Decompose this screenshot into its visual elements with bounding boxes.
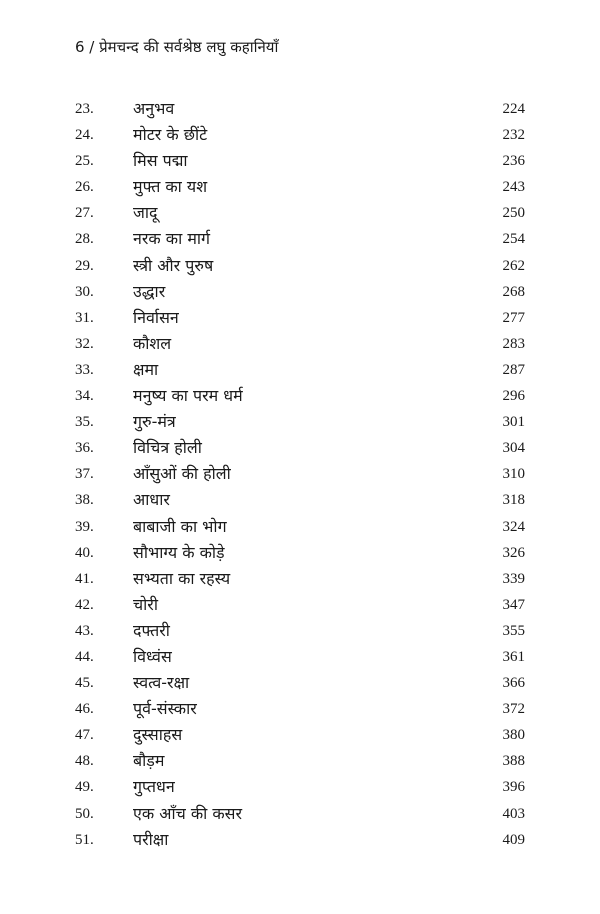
toc-page: 262 — [502, 257, 525, 274]
toc-page: 250 — [502, 205, 525, 222]
toc-number: 38. — [75, 492, 94, 509]
toc-page: 366 — [502, 675, 525, 692]
toc-title: मुफ्त का यश — [133, 177, 208, 197]
toc-page: 310 — [502, 466, 525, 483]
toc-row — [0, 566, 600, 592]
toc-number: 32. — [75, 335, 94, 352]
toc-row — [0, 122, 600, 148]
toc-page: 296 — [502, 388, 525, 405]
toc-page: 236 — [502, 153, 525, 170]
toc-page: 283 — [502, 335, 525, 352]
toc-title: अनुभव — [133, 99, 175, 118]
toc-number: 51. — [75, 831, 94, 848]
toc-title: दुस्साहस — [133, 725, 183, 745]
toc-page: 396 — [502, 779, 525, 796]
toc-page: 301 — [502, 414, 525, 431]
toc-row — [0, 96, 600, 122]
toc-title: मनुष्य का परम धर्म — [133, 386, 243, 406]
toc-number: 24. — [75, 127, 94, 144]
toc-title: नरक का मार्ग — [133, 229, 211, 249]
toc-title: बौड़म — [133, 751, 165, 771]
toc-number: 23. — [75, 101, 94, 117]
toc-title: जादू — [133, 203, 158, 223]
toc-title: आधार — [133, 490, 170, 510]
toc-page: 287 — [502, 361, 525, 378]
toc-row — [0, 383, 600, 409]
toc-number: 41. — [75, 570, 94, 587]
toc-title: गुरु-मंत्र — [133, 412, 176, 432]
toc-page: 324 — [502, 518, 525, 535]
toc-title: कौशल — [133, 333, 172, 353]
toc-title: सौभाग्य के कोड़े — [133, 542, 225, 562]
toc-row — [0, 487, 600, 513]
toc-row — [0, 514, 600, 540]
toc-row — [0, 722, 600, 748]
toc-row — [0, 435, 600, 461]
toc-number: 37. — [75, 466, 94, 483]
toc-page: 361 — [502, 648, 525, 665]
toc-row — [0, 331, 600, 357]
toc-title: गुप्तधन — [133, 777, 175, 797]
toc-row — [0, 200, 600, 226]
toc-page: 304 — [502, 440, 525, 457]
toc-row — [0, 148, 600, 174]
toc-title: सभ्यता का रहस्य — [133, 568, 231, 588]
toc-title: बाबाजी का भोग — [133, 516, 227, 536]
toc-row — [0, 748, 600, 774]
toc-row — [0, 618, 600, 644]
toc-title: स्त्री और पुरुष — [133, 255, 214, 275]
toc-page: 318 — [502, 492, 525, 509]
toc-row — [0, 696, 600, 722]
toc-number: 40. — [75, 544, 94, 561]
toc-number: 35. — [75, 414, 94, 431]
toc-row — [0, 540, 600, 566]
toc-number: 49. — [75, 779, 94, 796]
toc-number: 30. — [75, 283, 94, 300]
toc-title: एक आँच की कसर — [133, 803, 242, 823]
toc-number: 39. — [75, 518, 94, 535]
toc-title: निर्वासन — [133, 307, 179, 327]
toc-row — [0, 592, 600, 618]
toc-title: मिस पद्मा — [133, 151, 188, 171]
toc-number: 28. — [75, 231, 94, 248]
toc-number: 27. — [75, 205, 94, 222]
toc-page: 224 — [502, 101, 525, 117]
toc-row — [0, 644, 600, 670]
toc-row — [0, 357, 600, 383]
toc-number: 43. — [75, 622, 94, 639]
toc-row — [0, 670, 600, 696]
toc-number: 46. — [75, 701, 94, 718]
running-head: 6 / प्रेमचन्द की सर्वश्रेष्ठ लघु कहानियाँ — [75, 38, 279, 56]
toc-page: 254 — [502, 231, 525, 248]
toc-number: 31. — [75, 309, 94, 326]
toc-row — [0, 174, 600, 200]
toc-title: आँसुओं की होली — [133, 464, 231, 484]
toc-number: 36. — [75, 440, 94, 457]
toc-page: 355 — [502, 622, 525, 639]
toc-row — [0, 226, 600, 252]
toc-page: 243 — [502, 179, 525, 196]
table-of-contents — [0, 96, 600, 853]
toc-page: 372 — [502, 701, 525, 718]
toc-number: 25. — [75, 153, 94, 170]
toc-page: 277 — [502, 309, 525, 326]
toc-page: 347 — [502, 596, 525, 613]
toc-title: उद्धार — [133, 281, 166, 301]
toc-title: मोटर के छींटे — [133, 125, 208, 145]
toc-page: 380 — [502, 727, 525, 744]
toc-number: 26. — [75, 179, 94, 196]
toc-number: 29. — [75, 257, 94, 274]
toc-page: 232 — [502, 127, 525, 144]
toc-row — [0, 409, 600, 435]
toc-row — [0, 461, 600, 487]
toc-title: क्षमा — [133, 359, 159, 379]
toc-title: विचित्र होली — [133, 438, 202, 458]
toc-page: 388 — [502, 753, 525, 770]
toc-row — [0, 279, 600, 305]
toc-page: 409 — [502, 831, 525, 848]
toc-page: 268 — [502, 283, 525, 300]
toc-row — [0, 827, 600, 853]
toc-number: 34. — [75, 388, 94, 405]
toc-page: 326 — [502, 544, 525, 561]
toc-number: 48. — [75, 753, 94, 770]
toc-title: विध्वंस — [133, 646, 172, 666]
toc-number: 45. — [75, 675, 94, 692]
toc-row — [0, 305, 600, 331]
toc-title: परीक्षा — [133, 829, 169, 849]
toc-number: 44. — [75, 648, 94, 665]
toc-number: 50. — [75, 805, 94, 822]
toc-row — [0, 801, 600, 827]
toc-title: चोरी — [133, 594, 158, 614]
toc-page: 403 — [502, 805, 525, 822]
toc-title: पूर्व-संस्कार — [133, 699, 197, 719]
toc-title: दफ्तरी — [133, 620, 170, 640]
toc-page: 339 — [502, 570, 525, 587]
toc-number: 42. — [75, 596, 94, 613]
toc-title: स्वत्व-रक्षा — [133, 673, 190, 693]
toc-row — [0, 253, 600, 279]
toc-number: 47. — [75, 727, 94, 744]
toc-number: 33. — [75, 361, 94, 378]
toc-row — [0, 774, 600, 800]
